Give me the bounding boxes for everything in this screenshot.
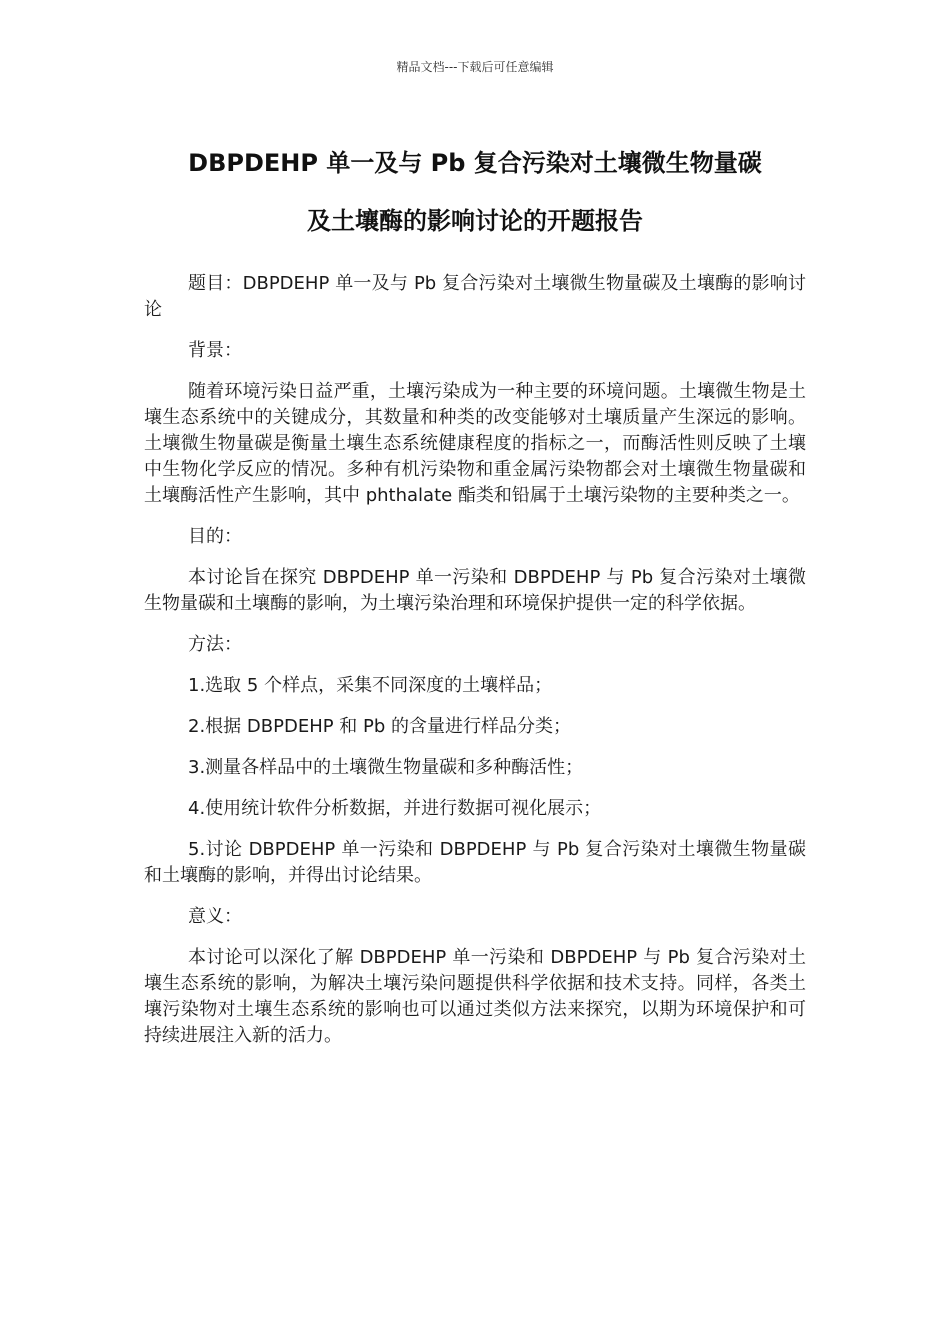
method-step-3: 3.测量各样品中的土壤微生物量碳和多种酶活性； — [188, 757, 584, 778]
background-heading: 背景： — [188, 340, 242, 361]
title-line-1: DBPDEHP 单一及与 Pb 复合污染对土壤微生物量碳 — [188, 149, 762, 177]
document-body — [144, 271, 806, 1064]
significance-paragraph: 本讨论可以深化了解 DBPDEHP 单一污染和 DBPDEHP 与 Pb 复合污染对土壤生态系统的影响，为解决土壤污染问题提供科学依据和技术支持。同样，各类土壤污染物对土壤生态系统的影响也可以通过类似方法来探究，以期为环境保护和可持续进展注入新的活力。 — [144, 947, 806, 1046]
method-step-2: 2.根据 DBPDEHP 和 Pb 的含量进行样品分类； — [188, 716, 572, 737]
purpose-heading: 目的： — [188, 526, 242, 547]
header-note: 精品文档---下载后可任意编辑 — [396, 60, 554, 74]
title-line-2: 及土壤酶的影响讨论的开题报告 — [307, 207, 643, 235]
document-title — [95, 134, 855, 250]
background-paragraph: 随着环境污染日益严重，土壤污染成为一种主要的环境问题。土壤微生物是土壤生态系统中的关键成分，其数量和种类的改变能够对土壤质量产生深远的影响。土壤微生物量碳是衡量土壤生态系统健康程度的指标之一，而酶活性则反映了土壤中生物化学反应的情况。多种有机污染物和重金属污染物都会对土壤微生物量碳和土壤酶活性产生影响，其中 phthalate 酯类和铅属于土壤污染物的主要种类之一。 — [144, 381, 806, 506]
method-heading: 方法： — [188, 634, 242, 655]
topic-paragraph: 题目：DBPDEHP 单一及与 Pb 复合污染对土壤微生物量碳及土壤酶的影响讨论 — [144, 273, 806, 320]
purpose-paragraph: 本讨论旨在探究 DBPDEHP 单一污染和 DBPDEHP 与 Pb 复合污染对土壤微生物量碳和土壤酶的影响，为土壤污染治理和环境保护提供一定的科学依据。 — [144, 567, 806, 614]
significance-heading: 意义： — [188, 906, 242, 927]
method-step-5: 5.讨论 DBPDEHP 单一污染和 DBPDEHP 与 Pb 复合污染对土壤微生物量碳和土壤酶的影响，并得出讨论结果。 — [144, 839, 806, 886]
method-step-1: 1.选取 5 个样点，采集不同深度的土壤样品； — [188, 675, 553, 696]
method-step-4: 4.使用统计软件分析数据，并进行数据可视化展示； — [188, 798, 602, 819]
